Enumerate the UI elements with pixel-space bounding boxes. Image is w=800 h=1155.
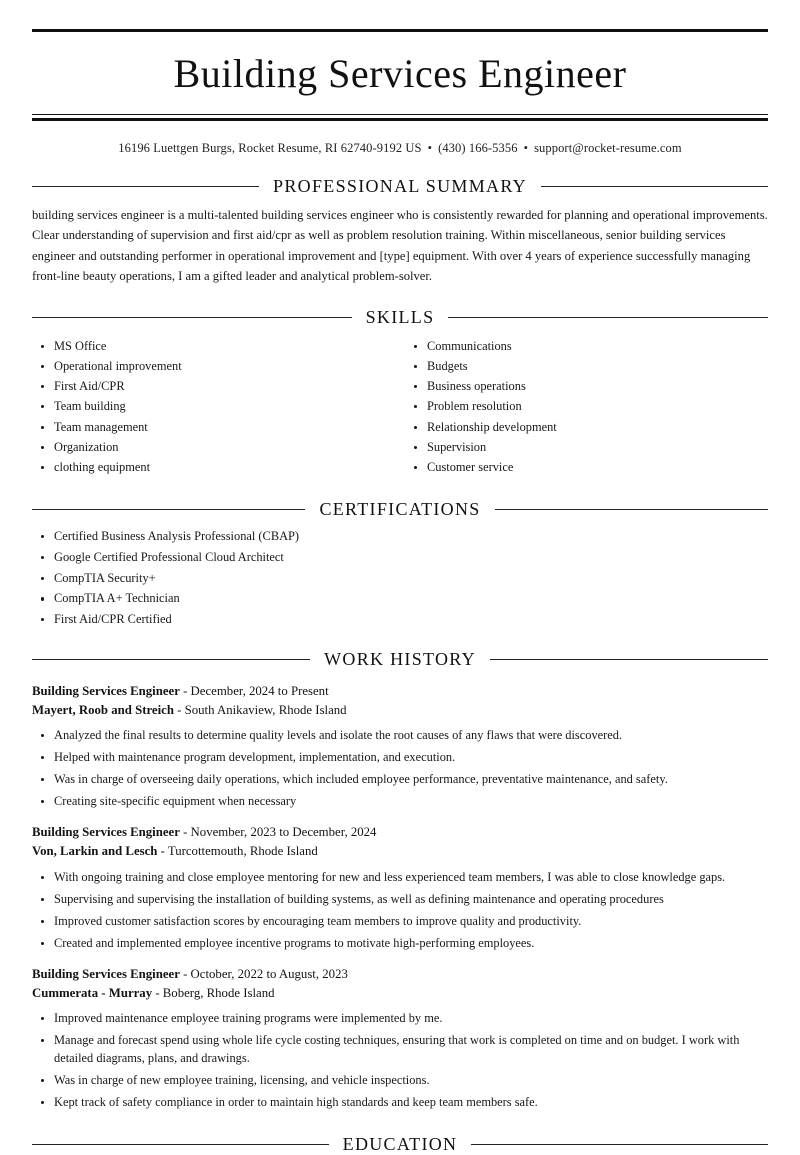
job-dates: - December, 2024 to Present [183, 683, 329, 698]
job-dates: - November, 2023 to December, 2024 [183, 825, 377, 840]
list-item: Creating site-specific equipment when necessary [32, 793, 768, 811]
contact-separator-1: • [427, 141, 433, 155]
resume-page [0, 29, 800, 1154]
work-history-entry [32, 823, 768, 952]
list-item: Google Certified Professional Cloud Architect [32, 549, 768, 567]
section-heading-education [32, 1134, 768, 1155]
summary-text: building services engineer is a multi-talented building services engineer who is consistently rewarded for planning and operational improvements. Clear understanding of supervision and first aid/cpr as well as problem resolution training. Within miscellaneous, senior building services engineer and outstanding performer in operational improvement and [type] equipment. With over 4 years of experience successfully managing front-line beauty operations, I am a gifted leader and analytical problem-solver. [32, 208, 768, 284]
section-rule-left [32, 186, 259, 187]
section-rule-left [32, 1144, 329, 1145]
list-item: Supervising and supervising the installation of building systems, as well as defining maintenance and operating procedures [32, 891, 768, 909]
job-title: Building Services Engineer [32, 825, 180, 840]
section-rule-right [541, 186, 768, 187]
list-item: Created and implemented employee incentive programs to motivate high-performing employees. [32, 935, 768, 953]
job-company: Von, Larkin and Lesch [32, 844, 158, 859]
list-item: With ongoing training and close employee mentoring for new and less experienced team members, I was able to close knowledge gaps. [32, 869, 768, 887]
list-item: Certified Business Analysis Professional (CBAP) [32, 528, 768, 546]
header-top-rule [32, 29, 768, 32]
list-item: Problem resolution [405, 398, 768, 416]
section-rule-left [32, 659, 310, 660]
certifications-list [32, 528, 768, 629]
list-item: Supervision [405, 439, 768, 457]
job-title: Building Services Engineer [32, 683, 180, 698]
list-item: Operational improvement [32, 358, 405, 376]
list-item: Was in charge of new employee training, licensing, and vehicle inspections. [32, 1072, 768, 1090]
certifications-list-wrap [32, 528, 768, 629]
skills-column-left [32, 336, 405, 480]
list-item: First Aid/CPR [32, 378, 405, 396]
list-item: Business operations [405, 378, 768, 396]
skills-list-right [405, 338, 768, 477]
work-history-entry [32, 682, 768, 811]
work-history-entry [32, 965, 768, 1112]
contact-line [32, 141, 768, 156]
list-item: Team management [32, 419, 405, 437]
job-location: - Boberg, Rhode Island [155, 985, 275, 1000]
job-bullets [32, 1010, 768, 1112]
section-title: SKILLS [365, 306, 435, 327]
section-title: EDUCATION [342, 1133, 458, 1154]
section-rule-left [32, 509, 305, 510]
job-title-line [32, 682, 768, 701]
section-title: PROFESSIONAL SUMMARY [273, 176, 527, 196]
list-item: MS Office [32, 338, 405, 356]
contact-address: 16196 Luettgen Burgs, Rocket Resume, RI 62740-9192 US [118, 141, 422, 155]
job-company-line [32, 701, 768, 720]
skills-list-left [32, 338, 405, 477]
job-company-line [32, 984, 768, 1003]
section-heading-certifications [32, 499, 768, 520]
job-company: Cummerata - Murray [32, 985, 153, 1000]
list-item: CompTIA A+ Technician [32, 590, 768, 608]
job-dates: - October, 2022 to August, 2023 [183, 966, 348, 981]
list-item: Communications [405, 338, 768, 356]
page-title: Building Services Engineer [173, 51, 627, 96]
list-item: Team building [32, 398, 405, 416]
list-item: CompTIA Security+ [32, 570, 768, 588]
section-rule-right [448, 317, 768, 318]
header-rule-thick [32, 118, 768, 121]
section-title: WORK HISTORY [324, 648, 476, 669]
section-rule-right [471, 1144, 768, 1145]
list-item: clothing equipment [32, 459, 405, 477]
job-company-line [32, 842, 768, 861]
contact-phone: (430) 166-5356 [438, 141, 518, 155]
list-item: Was in charge of overseeing daily operations, which included employee performance, preventative maintenance, and safety. [32, 771, 768, 789]
list-item: Improved customer satisfaction scores by encouraging team members to improve quality and productivity. [32, 913, 768, 931]
list-item: Analyzed the final results to determine quality levels and isolate the root causes of any flaws that were discovered. [32, 727, 768, 745]
job-title-line [32, 823, 768, 842]
list-item: Budgets [405, 358, 768, 376]
contact-separator-2: • [523, 141, 529, 155]
section-rule-right [490, 659, 768, 660]
list-item: Kept track of safety compliance in order to maintain high standards and keep team members safe. [32, 1094, 768, 1112]
job-bullets [32, 869, 768, 953]
section-heading-skills [32, 307, 768, 328]
skills-columns [32, 336, 768, 480]
list-item: Improved maintenance employee training programs were implemented by me. [32, 1010, 768, 1028]
list-item: Customer service [405, 459, 768, 477]
job-bullets [32, 727, 768, 811]
job-title: Building Services Engineer [32, 966, 180, 981]
list-item: Relationship development [405, 419, 768, 437]
job-location: - South Anikaview, Rhode Island [177, 703, 347, 718]
section-rule-left [32, 317, 352, 318]
job-title-line [32, 965, 768, 984]
section-heading-work-history [32, 649, 768, 670]
list-item: Manage and forecast spend using whole life cycle costing techniques, ensuring that work is completed on time and on budget. I work with detailed diagrams, plans, and drawings. [32, 1032, 768, 1068]
list-item: First Aid/CPR Certified [32, 611, 768, 629]
header-double-rule [32, 114, 768, 121]
section-title: CERTIFICATIONS [319, 499, 481, 520]
contact-email: support@rocket-resume.com [534, 141, 682, 155]
job-company: Mayert, Roob and Streich [32, 703, 174, 718]
job-location: - Turcottemouth, Rhode Island [160, 844, 318, 859]
list-item: Helped with maintenance program development, implementation, and execution. [32, 749, 768, 767]
list-item: Organization [32, 439, 405, 457]
section-rule-right [495, 509, 768, 510]
skills-column-right [405, 336, 768, 480]
section-heading-summary [32, 176, 768, 197]
